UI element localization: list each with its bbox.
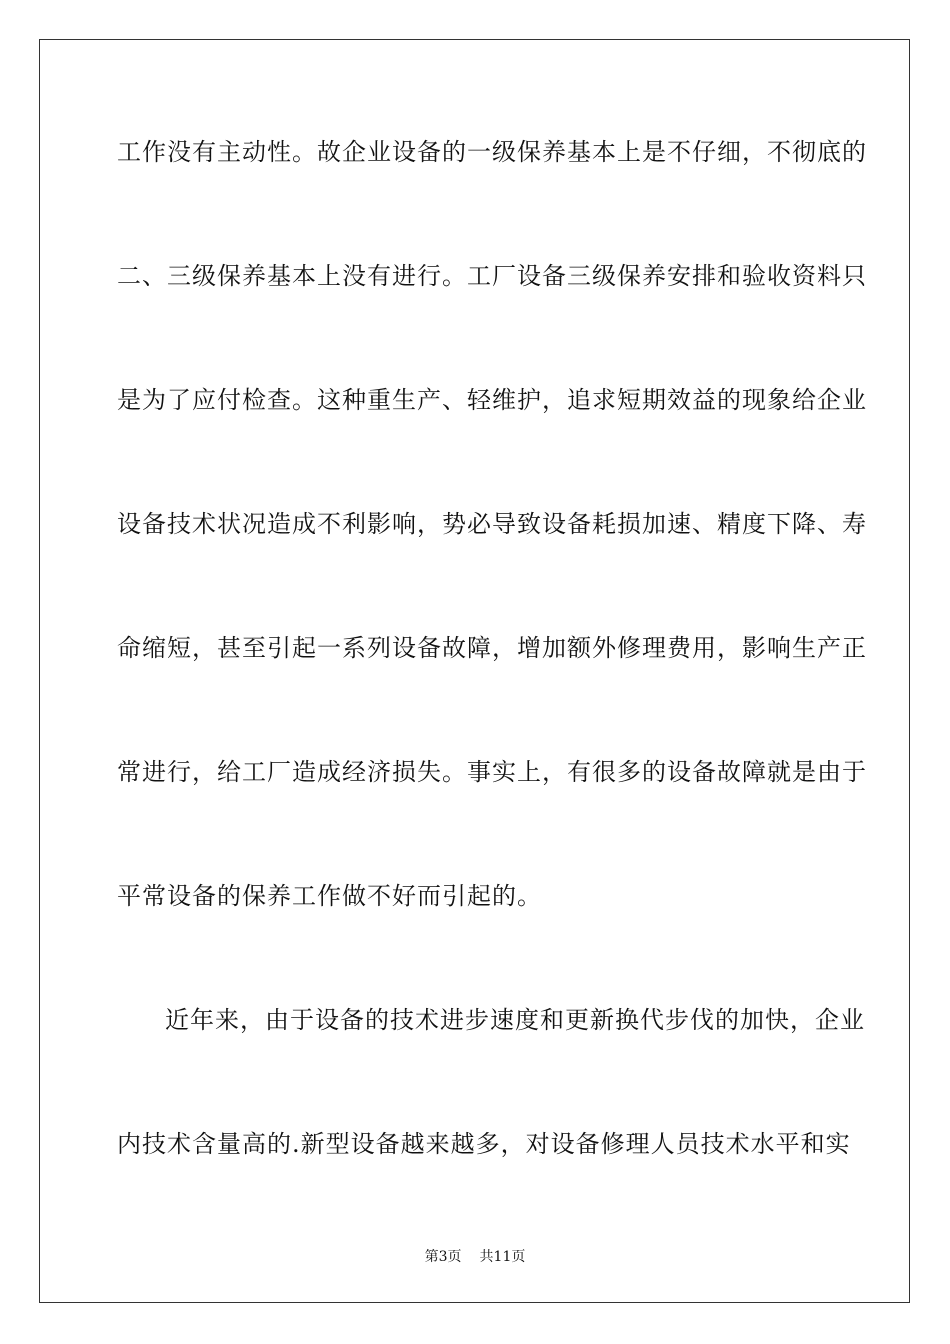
body-text-line-1: 工作没有主动性。故企业设备的一级保养基本上是不仔细，不彻底的 — [117, 138, 867, 166]
page-footer — [0, 1248, 950, 1266]
body-text-line-6: 常进行，给工厂造成经济损失。事实上，有很多的设备故障就是由于 — [117, 758, 867, 786]
body-text-line-2: 二、三级保养基本上没有进行。工厂设备三级保养安排和验收资料只 — [117, 262, 867, 290]
page-total: 共11页 — [479, 1249, 526, 1265]
body-text-line-5: 命缩短，甚至引起一系列设备故障，增加额外修理费用，影响生产正 — [117, 634, 867, 662]
body-text-line-4: 设备技术状况造成不利影响，势必导致设备耗损加速、精度下降、寿 — [117, 510, 867, 538]
paragraph-start-line: 近年来，由于设备的技术进步速度和更新换代步伐的加快，企业 — [165, 1006, 865, 1034]
body-text-line-3: 是为了应付检查。这种重生产、轻维护，追求短期效益的现象给企业 — [117, 386, 867, 414]
page-number: 第3页 — [424, 1249, 462, 1265]
page-border — [39, 39, 910, 1303]
body-text-line-9: 内技术含量高的.新型设备越来越多，对设备修理人员技术水平和实 — [117, 1130, 851, 1158]
body-text-line-7: 平常设备的保养工作做不好而引起的。 — [117, 882, 542, 910]
